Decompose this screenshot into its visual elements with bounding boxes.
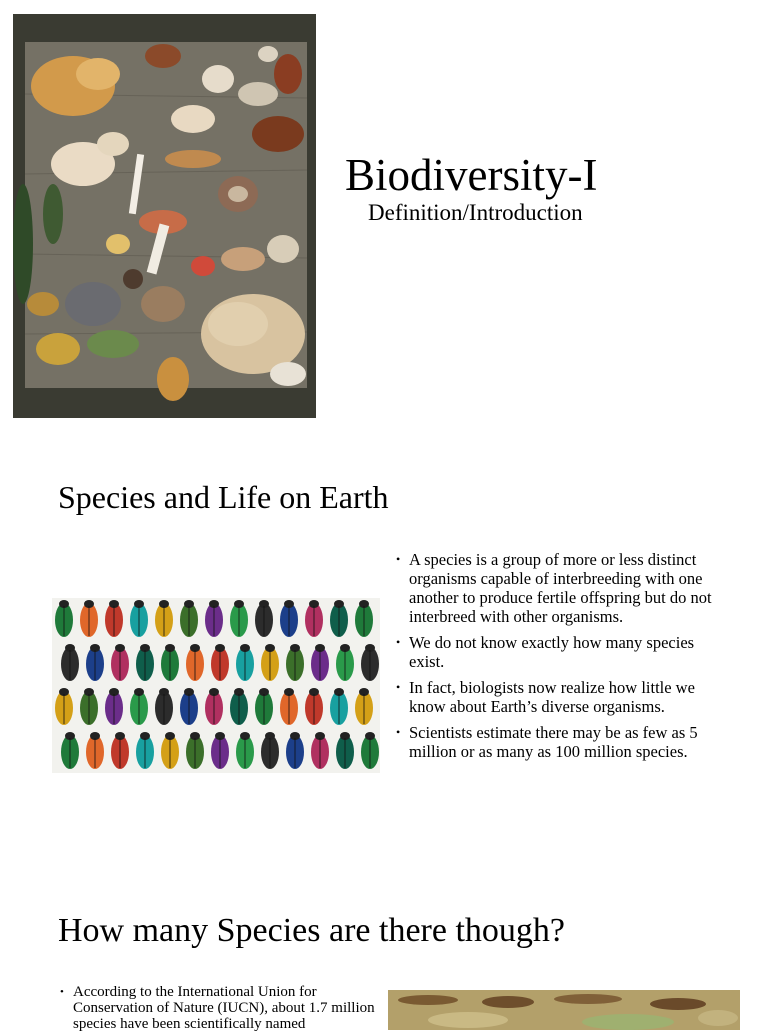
mushroom-collection-photo [13, 14, 316, 418]
slide-title [0, 0, 768, 430]
bullet-text: In fact, biologists now realize how little we know about Earth’s diverse organisms. [409, 678, 695, 716]
bullet-text: A species is a group of more or less distinct organisms capable of interbreeding with one another to produce fertile offspring but do not interbreed with other organisms. [409, 550, 712, 626]
list-item [396, 723, 716, 761]
grasshopper-photo [388, 990, 740, 1030]
bullet-icon: • [396, 635, 401, 649]
bullet-icon: • [396, 725, 401, 739]
list-item [396, 633, 716, 671]
list-item [396, 550, 716, 626]
list-item [60, 984, 380, 1032]
bullet-icon: • [396, 680, 401, 694]
slide-heading: Species and Life on Earth [58, 479, 389, 515]
slide-subtitle: Definition/Introduction [368, 200, 583, 225]
bullet-text: Scientists estimate there may be as few as 5 million or as many as 100 million species. [409, 723, 698, 761]
bullet-text: According to the International Union for Conservation of Nature (IUCN), about 1.7 million species have been scientifically named [73, 984, 375, 1032]
bullet-list [60, 984, 380, 1032]
slide-title-heading: Biodiversity-I [345, 150, 598, 200]
bullet-text: We do not know exactly how many species exist. [409, 633, 695, 671]
bullet-icon: • [60, 986, 64, 998]
beetle-collection-photo [52, 598, 380, 773]
slide-how-many-species [0, 880, 768, 1032]
slide-heading: How many Species are there though? [58, 912, 565, 949]
bullet-icon: • [396, 552, 401, 566]
bullet-list [396, 550, 716, 768]
list-item [396, 678, 716, 716]
slide-species-life [0, 430, 768, 850]
